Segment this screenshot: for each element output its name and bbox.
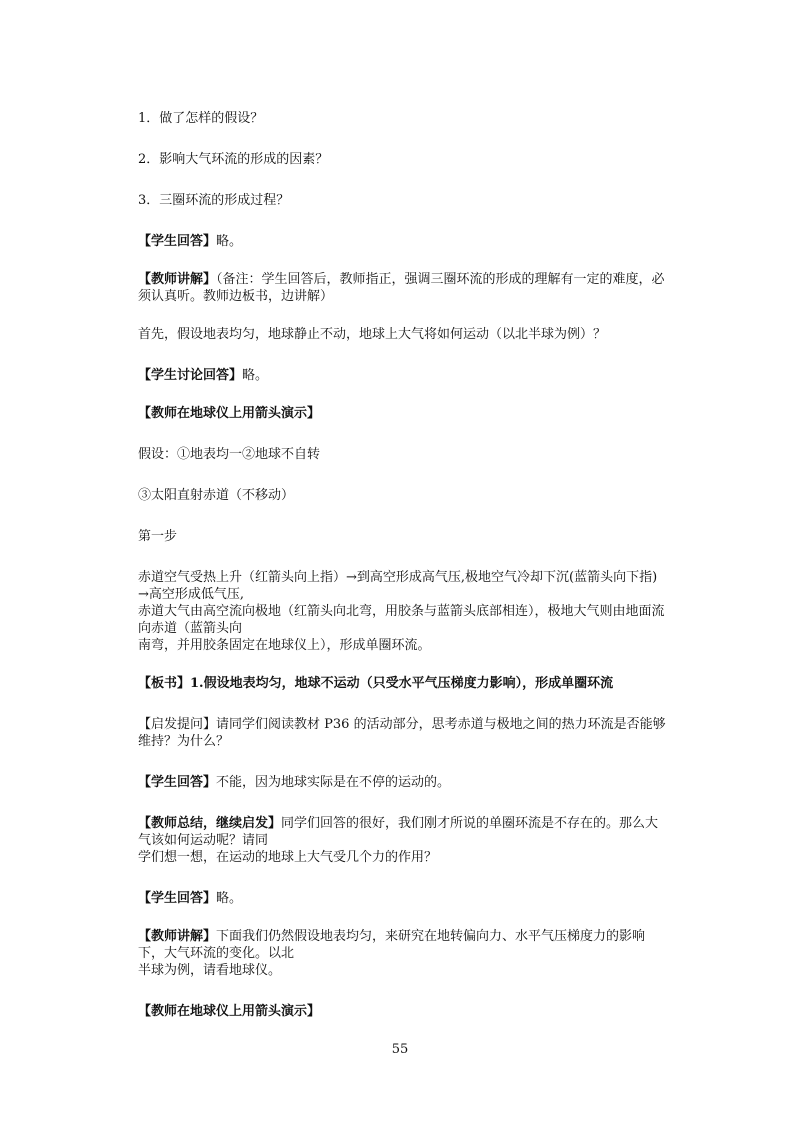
teacher-explanation-label: 【教师讲解】 xyxy=(138,272,217,287)
student-discussion-text: 略。 xyxy=(242,368,269,383)
question-3: 3．三圈环流的形成过程？ xyxy=(138,193,290,208)
student-answer-2-text: 不能，因为地球实际是在不停的运动的。 xyxy=(216,775,451,790)
teacher-summary-line-1 xyxy=(138,815,668,849)
step-one-line-1: 赤道空气受热上升（红箭头向上指）→到高空形成高气压,极地空气冷却下沉(蓝箭头向下指)→高空形成低气压, xyxy=(138,570,658,602)
globe-demo-heading-2: 【教师在地球仪上用箭头演示】 xyxy=(138,1004,321,1019)
teacher-summary-label: 【教师总结，继续启发】 xyxy=(138,816,282,831)
student-answer-3-label: 【学生回答】 xyxy=(138,891,217,906)
globe-demo-heading-1: 【教师在地球仪上用箭头演示】 xyxy=(138,406,321,421)
blackboard-text: 1.假设地表均匀，地球不运动（只受水平气压梯度力影响），形成单圈环流 xyxy=(190,676,614,691)
step-one-description xyxy=(138,569,668,654)
teacher-explanation-text: （备注：学生回答后，教师指正，强调三圈环流的形成的理解有一定的难度，必须认真听。教师边板书，边讲解） xyxy=(138,272,665,304)
blackboard-note xyxy=(138,675,668,692)
page-content xyxy=(138,110,668,1020)
student-discussion-label: 【学生讨论回答】 xyxy=(138,368,243,383)
teacher-explanation-2-line-1 xyxy=(138,928,668,962)
step-one-line-2: 赤道大气由高空流向极地（红箭头向北弯，用胶条与蓝箭头底部相连），极地大气则由地面流向赤道（蓝箭头向 xyxy=(138,604,665,636)
assumption-3: ③太阳直射赤道（不移动） xyxy=(138,488,295,503)
question-2: 2．影响大气环流的形成的因素？ xyxy=(138,152,329,167)
student-answer-2 xyxy=(138,774,668,791)
inspiring-question-text: 请同学们阅读教材 P36 的活动部分，思考赤道与极地之间的热力环流是否能够维持？为什么？ xyxy=(138,717,666,749)
question-1: 1．做了怎样的假设？ xyxy=(138,111,264,126)
teacher-explanation-2-text: 下面我们仍然假设地表均匀，来研究在地转偏向力、水平气压梯度力的影响下，大气环流的变化。以北 xyxy=(138,929,646,961)
student-answer-2-label: 【学生回答】 xyxy=(138,775,217,790)
student-answer-text: 略。 xyxy=(216,234,243,249)
teacher-summary-text: 同学们回答的很好，我们刚才所说的单圈环流是不存在的。那么大气该如何运动呢？请同 xyxy=(138,816,659,848)
page-number: 55 xyxy=(391,1042,409,1057)
teacher-summary-line-2: 学们想一想，在运动的地球上大气受几个力的作用？ xyxy=(138,850,438,865)
teacher-explanation-2-line-2: 半球为例，请看地球仪。 xyxy=(138,963,282,978)
student-discussion-answer xyxy=(138,367,668,384)
student-answer-1 xyxy=(138,233,668,250)
student-answer-label: 【学生回答】 xyxy=(138,234,217,249)
blackboard-label: 【板书】 xyxy=(138,676,191,691)
teacher-explanation-1 xyxy=(138,271,668,305)
step-one-heading: 第一步 xyxy=(138,529,178,544)
teacher-explanation-2 xyxy=(138,928,668,979)
assumptions-list: 假设：①地表均一②地球不自转 xyxy=(138,447,321,462)
inspiring-question-label: 【启发提问】 xyxy=(138,717,217,732)
inspiring-question xyxy=(138,716,668,750)
student-answer-3-text: 略。 xyxy=(216,891,243,906)
step-one-line-3: 南弯，并用胶条固定在地球仪上），形成单圈环流。 xyxy=(138,638,431,653)
student-answer-3 xyxy=(138,890,668,907)
teacher-summary xyxy=(138,815,668,866)
teacher-explanation-2-label: 【教师讲解】 xyxy=(138,929,217,944)
assumption-question: 首先，假设地表均匀，地球静止不动，地球上大气将如何运动（以北半球为例）？ xyxy=(138,327,607,342)
